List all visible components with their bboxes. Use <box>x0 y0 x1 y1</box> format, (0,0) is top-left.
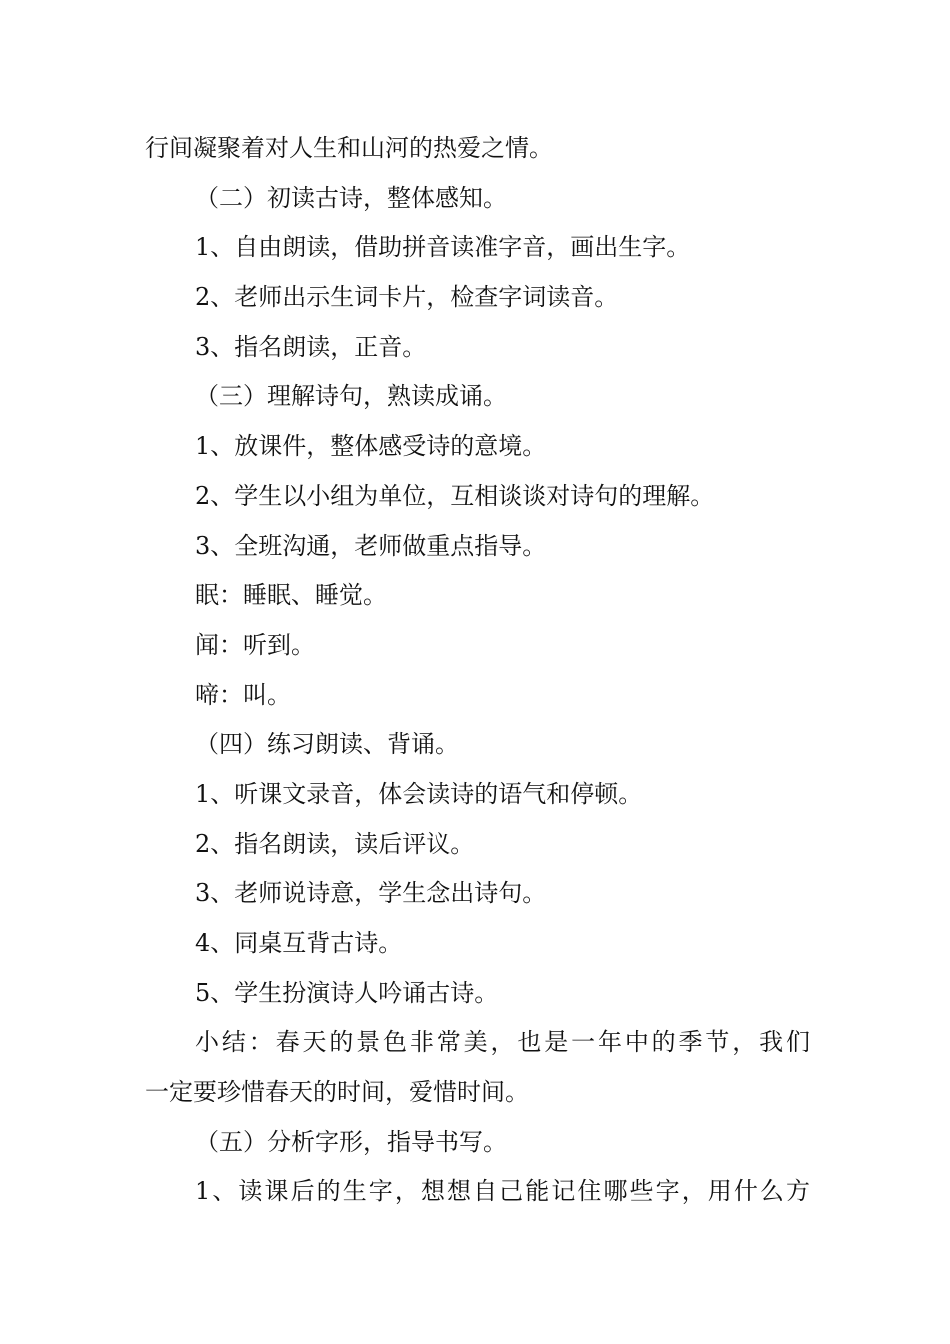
text-line-13: （四）练习朗读、背诵。 <box>195 730 459 759</box>
text-line-18: 5、学生扮演诗人吟诵古诗。 <box>195 978 499 1007</box>
text-line-16: 3、老师说诗意，学生念出诗句。 <box>195 879 547 908</box>
text-line-5: 3、指名朗读，正音。 <box>195 332 427 361</box>
text-line-21: （五）分析字形，指导书写。 <box>195 1127 507 1156</box>
text-line-12: 啼：叫。 <box>195 680 291 709</box>
text-line-2: （二）初读古诗，整体感知。 <box>195 183 507 212</box>
text-line-15: 2、指名朗读，读后评议。 <box>195 829 475 858</box>
document-body <box>145 124 810 1217</box>
text-line-10: 眠：睡眠、睡觉。 <box>195 581 387 610</box>
text-line-9: 3、全班沟通，老师做重点指导。 <box>195 531 547 560</box>
text-line-17: 4、同桌互背古诗。 <box>195 929 403 957</box>
text-line-4: 2、老师出示生词卡片，检查字词读音。 <box>195 283 619 312</box>
text-line-14: 1、听课文录音，体会读诗的语气和停顿。 <box>195 779 643 808</box>
text-line-7: 1、放课件，整体感受诗的意境。 <box>195 432 547 461</box>
text-line-8: 2、学生以小组为单位，互相谈谈对诗句的理解。 <box>195 481 715 510</box>
text-line-6: （三）理解诗句，熟读成诵。 <box>195 382 507 411</box>
text-line-22: 1、读课后的生字，想想自己能记住哪些字，用什么方 <box>195 1177 810 1206</box>
text-line-1: 行间凝聚着对人生和山河的热爱之情。 <box>145 134 553 162</box>
text-line-19: 小结：春天的景色非常美，也是一年中的季节，我们 <box>195 1028 810 1057</box>
text-line-20: 一定要珍惜春天的时间，爱惜时间。 <box>145 1078 529 1107</box>
text-line-3: 1、自由朗读，借助拼音读准字音，画出生字。 <box>195 233 691 262</box>
text-line-11: 闻：听到。 <box>195 630 315 659</box>
